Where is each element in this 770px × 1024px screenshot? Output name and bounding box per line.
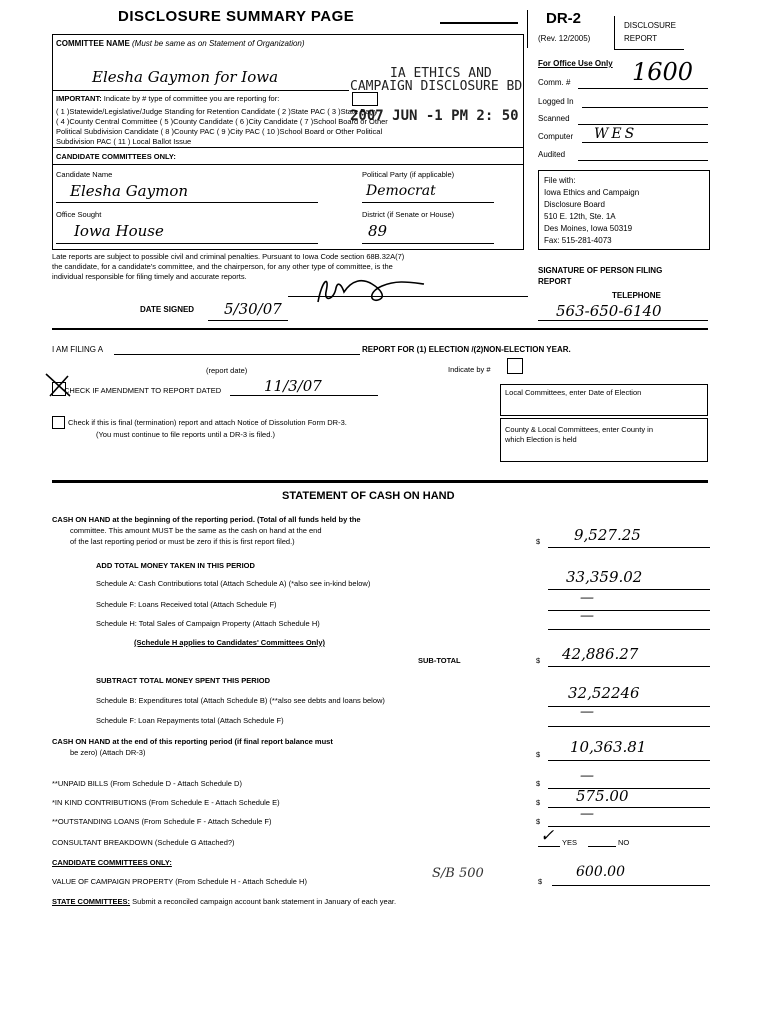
dollar-property: $ — [538, 877, 543, 886]
telephone-label: TELEPHONE — [612, 291, 661, 300]
sched-h-note: (Schedule H applies to Candidates' Committees Only) — [134, 638, 325, 647]
important-text: Indicate by # type of committee you are reporting for: — [103, 94, 280, 103]
party-label: Political Party (if applicable) — [362, 170, 455, 179]
comm-value[interactable]: 1600 — [632, 58, 694, 86]
computer-rule — [582, 142, 708, 143]
important-line — [56, 94, 279, 103]
file-with-line5: Des Moines, Iowa 50319 — [544, 224, 633, 233]
committee-name-label — [56, 39, 305, 49]
report-date-caption: (report date) — [206, 366, 248, 375]
audited-rule — [578, 160, 708, 161]
in-kind-label: *IN KIND CONTRIBUTIONS (From Schedule E - Attach Schedule E) — [52, 798, 280, 807]
received-stamp-date: 2007 JUN -1 PM 2: 50 — [350, 108, 519, 124]
file-with-line2: Iowa Ethics and Campaign — [544, 188, 640, 197]
title-rule — [440, 22, 518, 24]
sched-f2-rule — [548, 726, 710, 727]
cash-end-value[interactable]: 10,363.81 — [570, 738, 647, 756]
committee-name-note: (Must be same as on Statement of Organization) — [132, 39, 305, 48]
statement-title: STATEMENT OF CASH ON HAND — [282, 490, 455, 502]
committee-types-line2: ( 4 )County Central Committee ( 5 )County Candidate ( 6 )City Candidate ( 7 )School Board or Other — [56, 117, 388, 126]
subtotal-value[interactable]: 42,886.27 — [562, 645, 639, 663]
received-stamp-line1: IA ETHICS AND — [390, 66, 492, 81]
sched-h-rule — [548, 629, 710, 630]
property-rule — [552, 885, 710, 886]
indicate-label: Indicate by # — [448, 365, 491, 374]
important-label: IMPORTANT: — [56, 94, 102, 103]
dollar-in-kind: $ — [536, 798, 541, 807]
subtotal-rule — [548, 666, 710, 667]
candidate-divider — [53, 164, 523, 165]
in-kind-rule — [548, 807, 710, 808]
sched-f2-value[interactable]: — — [580, 704, 594, 720]
yes-checkmark[interactable]: ✓ — [540, 826, 555, 846]
date-signed-label: DATE SIGNED — [140, 305, 195, 314]
office-use-title: For Office Use Only — [538, 59, 613, 68]
state-committees-line — [52, 897, 396, 906]
amendment-rule — [230, 395, 378, 396]
committee-name-rule — [53, 90, 349, 91]
final-report-line2: (You must continue to file reports until a DR-3 is filed.) — [96, 430, 275, 439]
report-label-1: DISCLOSURE — [624, 21, 677, 30]
form-revision: (Rev. 12/2005) — [538, 34, 591, 43]
district-value[interactable]: 89 — [368, 222, 388, 240]
sched-f2-label: Schedule F: Loan Repayments total (Attach Schedule F) — [96, 716, 284, 725]
local-committees-label: Local Committees, enter Date of Election — [505, 388, 642, 397]
district-rule — [362, 243, 494, 244]
campaign-property-label: VALUE OF CAMPAIGN PROPERTY (From Schedule H - Attach Schedule H) — [52, 877, 307, 886]
no-label: NO — [618, 838, 630, 847]
comm-rule — [578, 88, 708, 89]
sched-a-rule — [548, 589, 710, 590]
subtract-total-label: SUBTRACT TOTAL MONEY SPENT THIS PERIOD — [96, 676, 271, 685]
no-rule — [588, 846, 616, 847]
subtotal-label: SUB-TOTAL — [418, 656, 461, 665]
party-value[interactable]: Democrat — [366, 183, 436, 199]
property-value[interactable]: 600.00 — [576, 864, 625, 880]
dollar-cash-end: $ — [536, 750, 541, 759]
scanned-rule — [578, 124, 708, 125]
date-signed-rule — [208, 320, 288, 321]
filing-a-rule — [114, 354, 360, 355]
election-type-input[interactable] — [507, 358, 523, 374]
penalty-line2: the candidate, for a candidate's committee, and the chairperson, for any other type of committee, is the — [52, 262, 393, 271]
office-label: Office Sought — [56, 210, 102, 219]
candidate-name-rule — [56, 202, 318, 203]
yes-label: YES — [562, 838, 578, 847]
signature-label-2: REPORT — [538, 277, 572, 286]
outstanding-label: **OUTSTANDING LOANS (From Schedule F - Attach Schedule F) — [52, 817, 272, 826]
cash-begin-rule — [548, 547, 710, 548]
outstanding-value[interactable]: — — [580, 806, 594, 822]
penalty-line3: individual responsible for filing timely and accurate reports. — [52, 272, 247, 281]
audited-label: Audited — [538, 150, 566, 159]
penalty-line1: Late reports are subject to possible civil and criminal penalties. Pursuant to Iowa Code section 68B.32A(7) — [52, 252, 405, 261]
yes-rule — [538, 846, 560, 847]
candidate-only-label: CANDIDATE COMMITTEES ONLY: — [56, 152, 176, 161]
date-signed-value[interactable]: 5/30/07 — [224, 300, 282, 318]
add-total-label: ADD TOTAL MONEY TAKEN IN THIS PERIOD — [96, 561, 255, 570]
signature-image — [312, 270, 432, 308]
county-local-line1: County & Local Committees, enter County in — [505, 425, 653, 434]
logged-rule — [582, 107, 708, 108]
cash-begin-line1: CASH ON HAND at the beginning of the reporting period. (Total of all funds held by the — [52, 515, 361, 524]
report-for-label: REPORT FOR (1) ELECTION /(2)NON-ELECTION YEAR. — [362, 345, 571, 354]
received-stamp-line2: CAMPAIGN DISCLOSURE BD — [350, 79, 523, 94]
district-label: District (if Senate or House) — [362, 210, 455, 219]
cash-end-line1: CASH ON HAND at the end of this reporting period (if final report balance must — [52, 737, 333, 746]
committee-types-line4: Subdivision PAC ( 11 ) Local Ballot Issue — [56, 137, 192, 146]
office-rule — [56, 243, 318, 244]
comm-label: Comm. # — [538, 78, 571, 87]
committee-types-line3: Political Subdivision Candidate ( 8 )County PAC ( 9 )City PAC ( 10 )School Board or Other Political — [56, 127, 383, 136]
county-local-line2: which Election is held — [505, 435, 577, 444]
candidate-name-label: Candidate Name — [56, 170, 113, 179]
candidate-committees-label: CANDIDATE COMMITTEES ONLY: — [52, 858, 172, 867]
unpaid-bills-label: **UNPAID BILLS (From Schedule D - Attach Schedule D) — [52, 779, 242, 788]
file-with-line6: Fax: 515-281-4073 — [544, 236, 612, 245]
logged-label: Logged In — [538, 97, 574, 106]
sched-b-rule — [548, 706, 710, 707]
state-committees-label: STATE COMMITTEES: — [52, 897, 131, 906]
sched-f-label: Schedule F: Loans Received total (Attach Schedule F) — [96, 600, 277, 609]
dollar-outstanding: $ — [536, 817, 541, 826]
final-report-checkbox[interactable] — [52, 416, 65, 429]
cash-end-rule — [548, 760, 710, 761]
sched-h-label: Schedule H: Total Sales of Campaign Property (Attach Schedule H) — [96, 619, 320, 628]
section-divider-2 — [52, 480, 708, 483]
file-with-line3: Disclosure Board — [544, 200, 605, 209]
signature-label-1: SIGNATURE OF PERSON FILING — [538, 266, 663, 275]
party-rule — [362, 202, 494, 203]
telephone-value[interactable]: 563-650-6140 — [556, 302, 662, 320]
file-with-line4: 510 E. 12th, Ste. 1A — [544, 212, 616, 221]
unpaid-value[interactable]: — — [580, 768, 594, 784]
outstanding-rule — [548, 826, 710, 827]
dollar-subtotal: $ — [536, 656, 541, 665]
sched-a-value[interactable]: 33,359.02 — [566, 568, 643, 586]
report-box-rule — [614, 49, 684, 50]
types-divider — [53, 147, 523, 148]
committee-type-input[interactable] — [352, 92, 378, 106]
consultant-label: CONSULTANT BREAKDOWN (Schedule G Attached?) — [52, 838, 235, 847]
unpaid-rule — [548, 788, 710, 789]
computer-label: Computer — [538, 132, 574, 141]
final-report-line1: Check if this is final (termination) report and attach Notice of Dissolution Form DR-3. — [68, 418, 347, 427]
form-id: DR-2 — [546, 10, 582, 27]
file-with-line1: File with: — [544, 176, 576, 185]
dollar-unpaid: $ — [536, 779, 541, 788]
page-title: DISCLOSURE SUMMARY PAGE — [118, 8, 355, 25]
signature-rule — [288, 296, 528, 297]
sched-b-value[interactable]: 32,52246 — [568, 684, 640, 702]
committee-name-label-text: COMMITTEE NAME — [56, 39, 130, 48]
sched-f-value[interactable]: — — [580, 590, 594, 606]
amendment-label: CHECK IF AMENDMENT TO REPORT DATED — [64, 386, 222, 395]
cash-begin-value[interactable]: 9,527.25 — [574, 526, 641, 544]
in-kind-value[interactable]: 575.00 — [576, 787, 629, 805]
state-committees-text: Submit a reconciled campaign account bank statement in January of each year. — [132, 897, 397, 906]
report-label-2: REPORT — [624, 34, 658, 43]
sched-h-value[interactable]: — — [580, 608, 594, 624]
committee-types-line1: ( 1 )Statewide/Legislative/Judge Standing for Retention Candidate ( 2 )State PAC ( 3 )State Party — [56, 107, 378, 116]
sched-f-rule — [548, 610, 710, 611]
sched-a-label: Schedule A: Cash Contributions total (Attach Schedule A) (*also see in-kind below) — [96, 579, 371, 588]
report-box-divider — [614, 16, 615, 50]
header-divider — [527, 10, 528, 48]
amendment-value[interactable]: 11/3/07 — [264, 377, 322, 395]
dollar-cash-begin: $ — [536, 537, 541, 546]
telephone-rule — [538, 320, 708, 321]
cash-begin-line2: committee. This amount MUST be the same as the cash on hand at the end — [70, 526, 322, 535]
computer-value[interactable]: WES — [594, 126, 638, 142]
cash-end-line2: be zero) (Attach DR-3) — [70, 748, 146, 757]
committee-name-value[interactable]: Elesha Gaymon for Iowa — [92, 68, 279, 86]
office-value[interactable]: Iowa House — [74, 222, 164, 240]
cash-begin-line3: of the last reporting period or must be zero if this is first report filed.) — [70, 537, 295, 546]
candidate-name-value[interactable]: Elesha Gaymon — [70, 182, 189, 200]
property-note: S/B 500 — [432, 866, 484, 881]
filing-a-label: I AM FILING A — [52, 345, 104, 354]
section-divider-1 — [52, 328, 708, 330]
scanned-label: Scanned — [538, 114, 570, 123]
sched-b-label: Schedule B: Expenditures total (Attach Schedule B) (**also see debts and loans below) — [96, 696, 385, 705]
